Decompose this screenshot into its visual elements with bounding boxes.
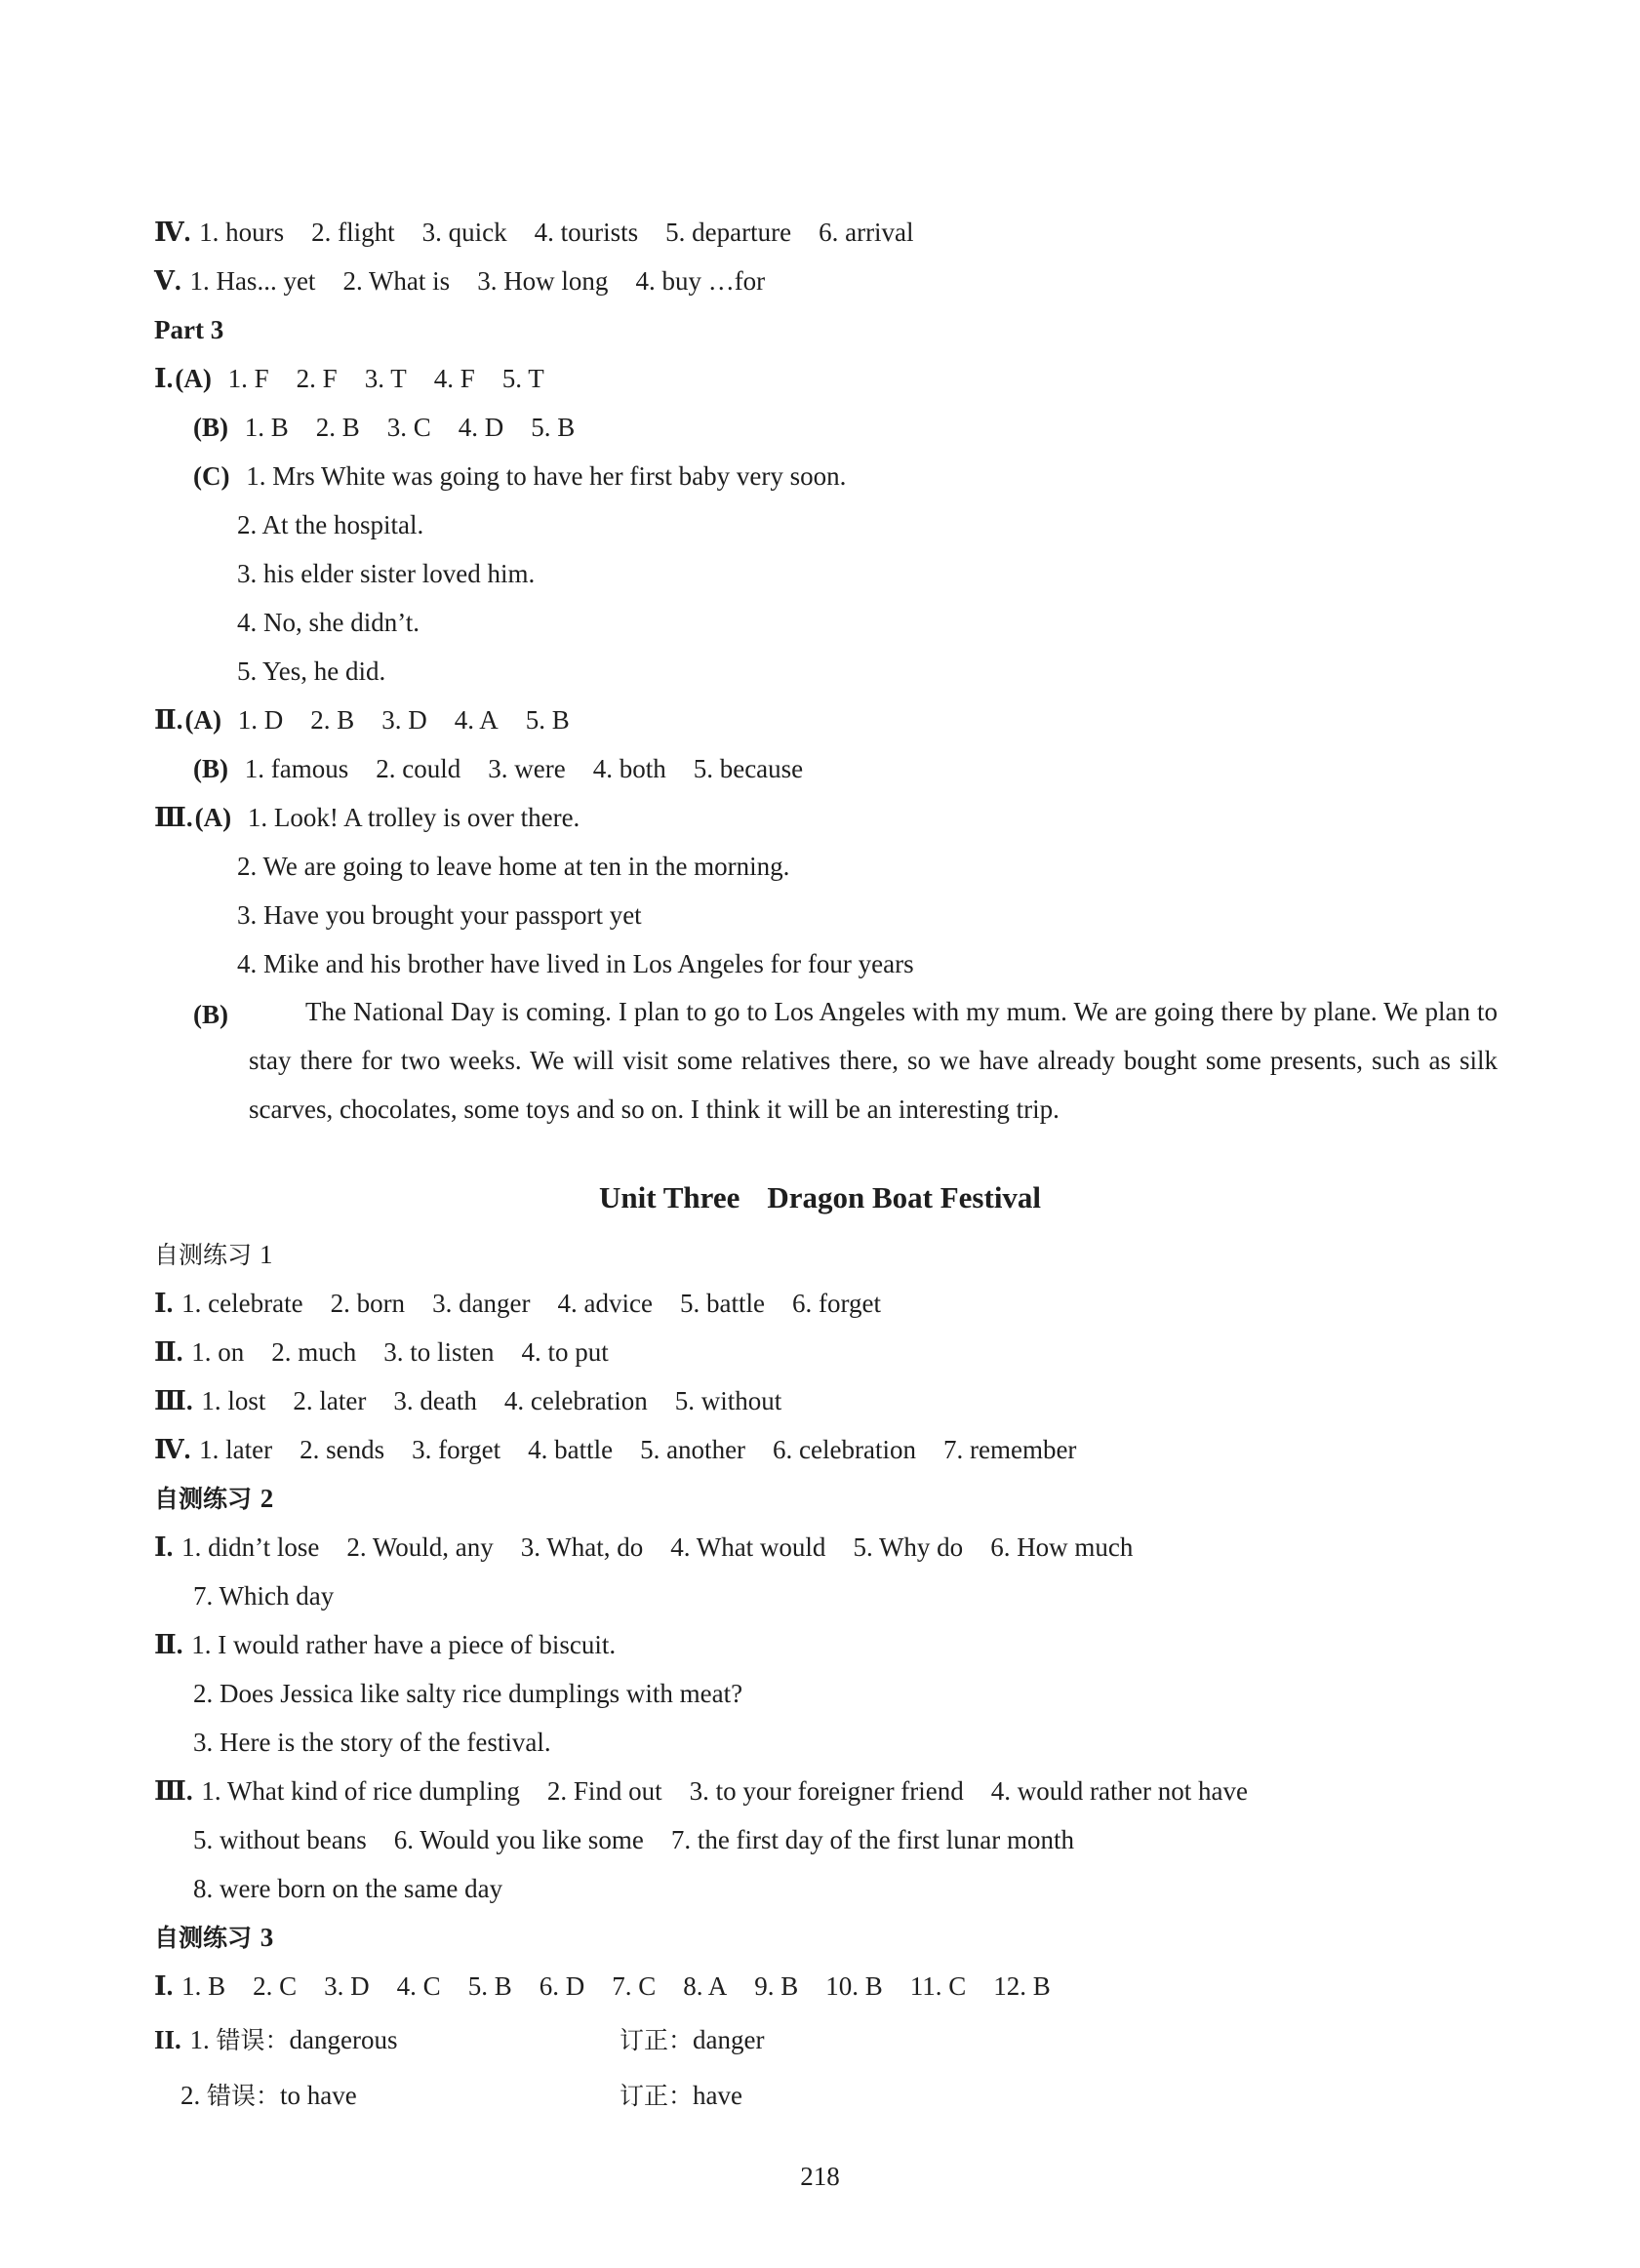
answer-item: 5. B bbox=[467, 1971, 512, 2001]
answer-item: 2. We are going to leave home at ten in the morning. bbox=[237, 852, 790, 881]
answer-item: 2. sends bbox=[300, 1435, 385, 1464]
p3-section-1-b bbox=[193, 415, 575, 441]
answer-item: 8. were born on the same day bbox=[193, 1874, 503, 1903]
answer-item: 5. because bbox=[693, 754, 804, 783]
p3-section-2-b bbox=[193, 756, 803, 782]
ex2-section-1 bbox=[154, 1534, 1133, 1561]
correction-text: have bbox=[693, 2081, 742, 2110]
roman-numeral: Ⅴ. bbox=[154, 266, 181, 296]
answer-item: 4. Mike and his brother have lived in Los Angeles for four years bbox=[237, 949, 914, 978]
ex2-section-3-line-2 bbox=[193, 1827, 1074, 1853]
answer-item: 3. Here is the story of the festival. bbox=[193, 1728, 551, 1757]
answer-item: 3. death bbox=[393, 1386, 477, 1415]
error-text: to have bbox=[280, 2081, 357, 2110]
exercise-2-heading bbox=[154, 1486, 273, 1512]
roman-numeral: Ⅲ. bbox=[154, 803, 193, 832]
roman-numeral: Ⅱ. bbox=[154, 1630, 183, 1659]
roman-numeral: Ⅱ. bbox=[154, 705, 183, 735]
roman-numeral: II. bbox=[154, 2025, 181, 2054]
row-number: 1. bbox=[189, 2025, 210, 2054]
answer-item: 3. What, do bbox=[520, 1532, 644, 1562]
sub-label: (A) bbox=[184, 705, 221, 735]
answer-item: 6. celebration bbox=[773, 1435, 916, 1464]
sub-label: (A) bbox=[194, 803, 232, 832]
answer-item: 2. Does Jessica like salty rice dumplings with meat? bbox=[193, 1679, 743, 1708]
answer-item: 5. T bbox=[501, 364, 544, 393]
exercise-number: 2 bbox=[260, 1484, 274, 1513]
answer-item: 3. T bbox=[364, 364, 407, 393]
roman-numeral: Ⅳ. bbox=[154, 218, 191, 247]
answer-item: 11. C bbox=[909, 1971, 967, 2001]
answer-item: 2. What is bbox=[342, 266, 451, 296]
roman-numeral: Ⅰ. bbox=[154, 364, 174, 393]
sub-label: (B) bbox=[193, 413, 228, 442]
roman-numeral: Ⅰ. bbox=[154, 1289, 174, 1318]
answer-item: 5. without beans bbox=[193, 1825, 367, 1854]
ex2-section-3 bbox=[154, 1778, 1248, 1805]
page-number: 218 bbox=[800, 2162, 840, 2191]
answer-item: 4. C bbox=[396, 1971, 441, 2001]
answer-item: 1. D bbox=[237, 705, 284, 735]
roman-numeral: Ⅲ. bbox=[154, 1386, 193, 1415]
answer-item: 1. F bbox=[227, 364, 269, 393]
answer-item: 1. Has... yet bbox=[189, 266, 316, 296]
answer-item: 5. B bbox=[531, 413, 576, 442]
answer-item: 2. flight bbox=[311, 218, 395, 247]
answer-item: 1. celebrate bbox=[181, 1289, 303, 1318]
answer-item: 4. D bbox=[458, 413, 504, 442]
answer-item: 2. later bbox=[293, 1386, 367, 1415]
answer-item: 2. could bbox=[376, 754, 461, 783]
answer-item: 2. much bbox=[271, 1337, 357, 1367]
answer-item: 5. battle bbox=[679, 1289, 765, 1318]
answer-item: 3. danger bbox=[432, 1289, 531, 1318]
answer-item: 4. celebration bbox=[503, 1386, 648, 1415]
answer-item: 12. B bbox=[993, 1971, 1051, 2001]
answer-item: 2. Would, any bbox=[346, 1532, 494, 1562]
unit-title bbox=[0, 1182, 1640, 1213]
essay-paragraph: The National Day is coming. I plan to go to Los Angeles with my mum. We are going there by plane. We plan to stay there for two weeks. We will visit some relatives there, so we have already bought some presents, such as silk scarves, chocolates, some toys and so on. I think it will be an interesting trip. bbox=[249, 997, 1498, 1124]
roman-numeral: Ⅱ. bbox=[154, 1337, 183, 1367]
answer-item: 6. arrival bbox=[819, 218, 914, 247]
p3-section-3-a bbox=[154, 805, 580, 831]
answer-item: 3. quick bbox=[421, 218, 507, 247]
answer-item: 9. B bbox=[754, 1971, 799, 2001]
answer-item: 7. the first day of the first lunar month bbox=[670, 1825, 1074, 1854]
answer-item: 3. How long bbox=[477, 266, 609, 296]
answer-item: 2. At the hospital. bbox=[237, 510, 424, 539]
answer-item: 4. What would bbox=[670, 1532, 826, 1562]
answer-item: 3. Have you brought your passport yet bbox=[237, 900, 642, 930]
answer-item: 1. hours bbox=[199, 218, 285, 247]
answer-item: 6. forget bbox=[791, 1289, 881, 1318]
exercise-title: 自测练习 bbox=[154, 1485, 253, 1513]
answer-item: 2. B bbox=[310, 705, 355, 735]
answer-item: 5. Why do bbox=[853, 1532, 964, 1562]
answer-item: 3. C bbox=[386, 413, 431, 442]
answer-item: 1. later bbox=[199, 1435, 273, 1464]
section-5-answers bbox=[154, 268, 765, 295]
roman-numeral: Ⅰ. bbox=[154, 1532, 174, 1562]
answer-item: 5. B bbox=[525, 705, 570, 735]
answer-item: 8. A bbox=[683, 1971, 728, 2001]
answer-item: 4. to put bbox=[521, 1337, 609, 1367]
sub-label: (B) bbox=[193, 754, 228, 783]
correction-2 bbox=[620, 2083, 742, 2109]
answer-item: 4. would rather not have bbox=[990, 1776, 1248, 1806]
ex1-section-3 bbox=[154, 1388, 781, 1414]
error-label: 错误： bbox=[216, 2026, 290, 2054]
answer-item: 6. How much bbox=[990, 1532, 1134, 1562]
answer-item: 5. without bbox=[674, 1386, 782, 1415]
exercise-1-heading bbox=[154, 1242, 272, 1268]
answer-item: 4. advice bbox=[557, 1289, 653, 1318]
part-3-heading: Part 3 bbox=[154, 315, 224, 344]
error-text: dangerous bbox=[289, 2025, 398, 2054]
roman-numeral: Ⅲ. bbox=[154, 1776, 193, 1806]
answer-item: 1. famous bbox=[244, 754, 349, 783]
answer-item: 3. to listen bbox=[383, 1337, 495, 1367]
answer-item: 4. No, she didn’t. bbox=[237, 608, 420, 637]
answer-item: 3. to your foreigner friend bbox=[689, 1776, 964, 1806]
ex3-section-1 bbox=[154, 1973, 1051, 2000]
answer-item: 7. remember bbox=[942, 1435, 1077, 1464]
ex1-section-4 bbox=[154, 1437, 1076, 1463]
answer-item: 1. Look! A trolley is over there. bbox=[247, 803, 580, 832]
p3-section-1-a bbox=[154, 366, 544, 392]
sub-label: (C) bbox=[193, 461, 230, 491]
answer-item: 4. buy …for bbox=[635, 266, 766, 296]
exercise-3-heading bbox=[154, 1925, 273, 1951]
exercise-title: 自测练习 bbox=[154, 1241, 253, 1269]
answer-item: 2. Find out bbox=[546, 1776, 662, 1806]
answer-item: 1. B bbox=[244, 413, 289, 442]
p3-section-1-c bbox=[193, 463, 846, 490]
p3-section-2-a bbox=[154, 707, 570, 734]
roman-numeral: Ⅳ. bbox=[154, 1435, 191, 1464]
sub-label: (B) bbox=[193, 1000, 228, 1029]
answer-item: 4. battle bbox=[528, 1435, 614, 1464]
answer-item: 10. B bbox=[825, 1971, 883, 2001]
exercise-title: 自测练习 bbox=[154, 1924, 253, 1952]
answer-item: 6. D bbox=[539, 1971, 585, 2001]
sub-label: (A) bbox=[175, 364, 212, 393]
answer-item: 6. Would you like some bbox=[393, 1825, 644, 1854]
answer-item: 5. another bbox=[640, 1435, 746, 1464]
answer-item: 7. C bbox=[612, 1971, 657, 2001]
answer-item: 1. B bbox=[181, 1971, 226, 2001]
answer-item: 1. lost bbox=[201, 1386, 266, 1415]
exercise-number: 3 bbox=[260, 1923, 274, 1952]
ex1-section-1 bbox=[154, 1291, 881, 1317]
answer-item: 5. departure bbox=[665, 218, 792, 247]
correction-label: 订正： bbox=[620, 2082, 694, 2110]
unit-number: Unit Three bbox=[598, 1180, 740, 1214]
correction-label: 订正： bbox=[620, 2026, 694, 2054]
correction-1 bbox=[620, 2027, 764, 2053]
answer-item: 3. his elder sister loved him. bbox=[237, 559, 536, 588]
answer-item: 3. were bbox=[488, 754, 566, 783]
unit-name: Dragon Boat Festival bbox=[767, 1180, 1042, 1214]
answer-item: 1. What kind of rice dumpling bbox=[201, 1776, 520, 1806]
answer-item: 3. D bbox=[381, 705, 427, 735]
answer-item: 1. Mrs White was going to have her first baby very soon. bbox=[246, 461, 847, 491]
ex3-section-2-row-1 bbox=[154, 2027, 398, 2053]
answer-item: 7. Which day bbox=[193, 1581, 335, 1611]
exercise-number: 1 bbox=[259, 1240, 273, 1269]
roman-numeral: Ⅰ. bbox=[154, 1971, 174, 2001]
answer-item: 4. A bbox=[454, 705, 499, 735]
correction-text: danger bbox=[693, 2025, 765, 2054]
answer-item: 2. C bbox=[253, 1971, 298, 2001]
answer-item: 1. I would rather have a piece of biscuit. bbox=[191, 1630, 617, 1659]
answer-item: 5. Yes, he did. bbox=[237, 657, 386, 686]
answer-item: 2. born bbox=[330, 1289, 406, 1318]
ex2-section-2 bbox=[154, 1632, 616, 1658]
answer-item: 1. on bbox=[191, 1337, 245, 1367]
answer-item: 4. tourists bbox=[534, 218, 639, 247]
answer-item: 2. B bbox=[315, 413, 360, 442]
ex3-section-2-row-2 bbox=[180, 2083, 357, 2109]
section-4-answers bbox=[154, 219, 914, 246]
answer-item: 4. both bbox=[592, 754, 666, 783]
answer-item: 1. didn’t lose bbox=[181, 1532, 320, 1562]
answer-item: 2. F bbox=[296, 364, 338, 393]
row-number: 2. bbox=[180, 2081, 201, 2110]
answer-item: 4. F bbox=[433, 364, 475, 393]
answer-item: 3. forget bbox=[412, 1435, 501, 1464]
answer-item: 3. D bbox=[324, 1971, 370, 2001]
error-label: 错误： bbox=[207, 2082, 281, 2110]
ex1-section-2 bbox=[154, 1339, 609, 1366]
